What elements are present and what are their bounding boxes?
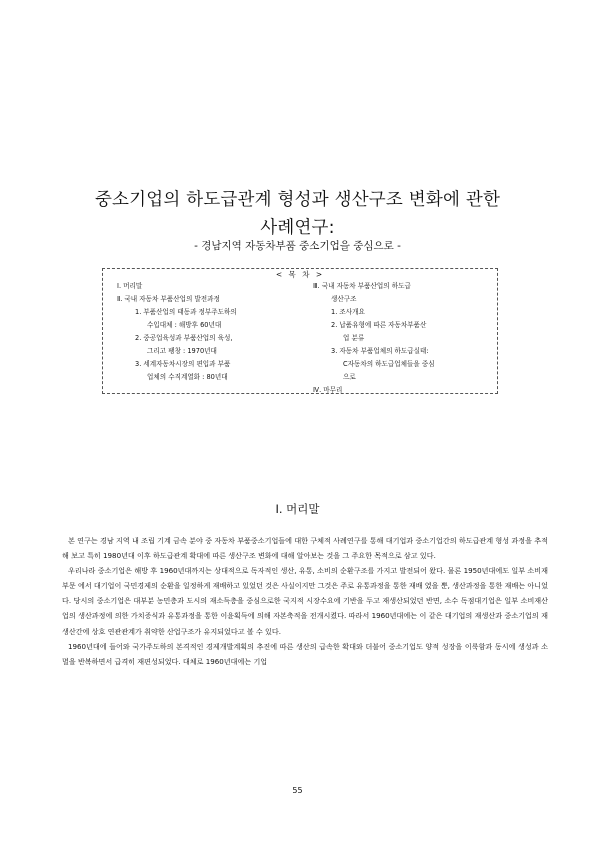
toc-item: Ⅰ. 머리말 xyxy=(117,282,143,290)
section-heading: Ⅰ. 머리말 xyxy=(275,502,320,516)
toc-item: 3. 세계자동차시장의 편입과 부품 xyxy=(135,360,231,368)
paper-title xyxy=(40,186,555,242)
paragraph: 본 연구는 경남 지역 내 조립 기계 금속 분야 중 자동차 부품중소기업들에 대한 구체적 사례연구를 통해 대기업과 중소기업간의 하도급관계 형성 과정을 추적해 보고 특히 1980년대 이후 하도급관계 확대에 따른 생산구조 변화에 대해 알아보는 것을 그 주요한 목적으로 삼고 있다. xyxy=(62,536,548,561)
toc-right-column xyxy=(313,280,483,397)
toc-item: Ⅱ. 국내 자동차 부품산업의 발전과정 xyxy=(117,295,220,303)
paper-title-line-1: 중소기업의 하도급관계 형성과 생산구조 변화에 관한 xyxy=(94,190,501,210)
table-of-contents xyxy=(102,268,498,394)
toc-item: Ⅲ. 국내 자동차 부품산업의 하도급 xyxy=(313,282,411,290)
body-text xyxy=(62,533,548,669)
toc-heading: < 목 차 > xyxy=(275,270,325,279)
toc-item: 2. 납품유형에 따른 자동차부품산 xyxy=(331,321,427,329)
paragraph: 1960년대에 들어와 국가주도하의 본격적인 경제개발계획의 추진에 따른 생산의 급속한 확대와 더불어 중소기업도 양적 성장을 이룩함과 동시에 생성과 소멸을 반복하면서 급격히 재편성되었다. 대체로 1960년대에는 기업 xyxy=(62,641,548,666)
toc-item: C자동차의 하도급업체들을 중심 xyxy=(343,360,435,368)
paragraph: 우리나라 중소기업은 해방 후 1960년대까지는 상대적으로 독자적인 생산, 유통, 소비의 순환구조를 가지고 발전되어 왔다. 물론 1950년대에도 일부 소비재부문 에서 대기업이 국민경제의 순환을 일정하게 재배하고 있었던 것은 사실이지만 그것은 주로 유통과정을 통한 재배 였을 뿐, 생산과정을 통한 재배는 아니었다. 당시의 중소기업은 대부분 농민층과 도시의 재소득층을 중심으로한 국지적 시장수요에 기반을 두고 재생산되었던 반면, 소수 독점대기업은 일부 소비재산업의 생산과정에 의한 가치증식과 유통과정을 통한 이윤획득에 의해 자본축적을 전개시켰다. 따라서 1960년대에는 이 같은 대기업의 재생산과 중소기업의 재생산간에 상호 연관관계가 취약한 산업구조가 유지되었다고 볼 수 있다. xyxy=(62,566,548,636)
toc-item: 1. 조사개요 xyxy=(331,308,365,316)
page-number: 55 xyxy=(292,786,303,795)
toc-item: 그리고 팽창 : 1970년대 xyxy=(147,347,217,355)
toc-item: Ⅳ. 마무리 xyxy=(313,386,343,394)
toc-item: 으로 xyxy=(343,373,356,381)
toc-item: 수입대체 : 해방후 60년대 xyxy=(147,321,222,329)
toc-item: 1. 부품산업의 태동과 정부주도하의 xyxy=(135,308,237,316)
toc-item: 생산구조 xyxy=(331,295,357,303)
toc-left-column xyxy=(117,280,307,384)
paper-title-line-2: 사례연구: xyxy=(260,218,335,238)
paper-subtitle: - 경남지역 자동차부품 중소기업을 중심으로 - xyxy=(194,240,401,252)
toc-item: 업 분류 xyxy=(343,334,365,342)
toc-item: 업체의 수직계열화 : 80년대 xyxy=(147,373,228,381)
toc-item: 3. 자동차 부품업체의 하도급실태: xyxy=(331,347,429,355)
toc-item: 2. 중공업육성과 부품산업의 육성, xyxy=(135,334,233,342)
